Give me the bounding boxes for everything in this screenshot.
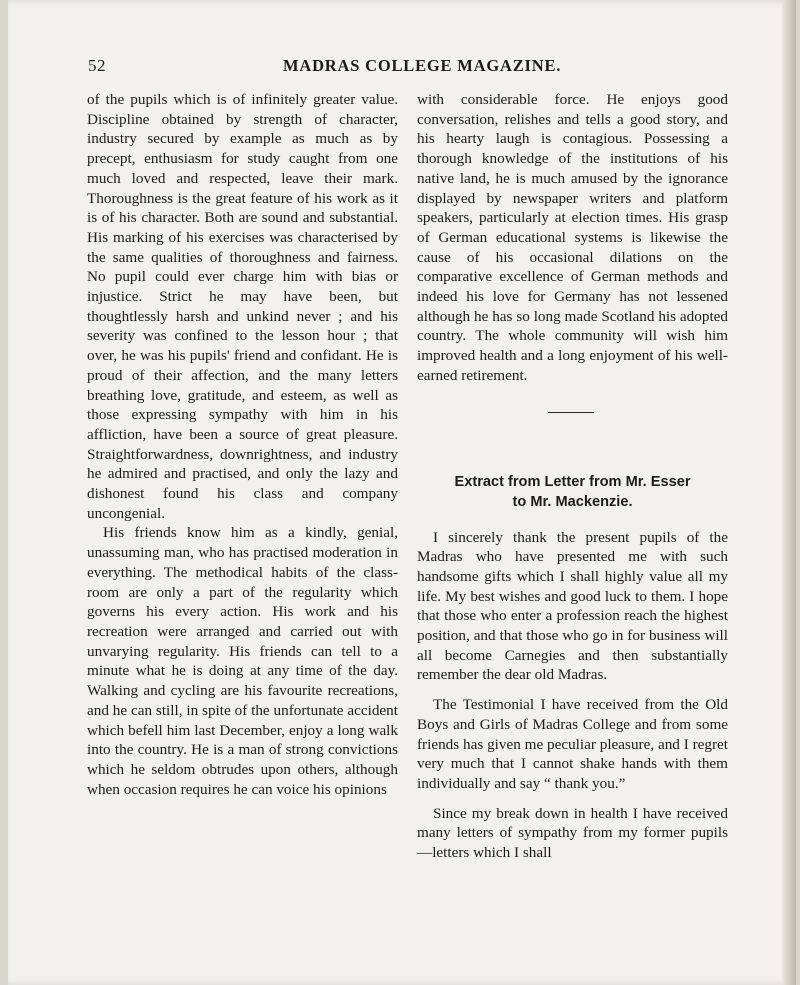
letter-paragraph-1: I sincerely thank the present pupils of the Madras who have presented me with such handsome gifts which I shall highly value all my life. My best wishes and good luck to them. I hope that those who enter a profession reach the highest position, and that those who go in for business will all become Carnegies and then substantially remember the dear old Madras. [417, 528, 728, 684]
section-title [417, 472, 728, 512]
left-paragraph-2: His friends know him as a kindly, genial, unassuming man, who has practised moderation in everything. The methodical habits of the class-room are only a part of the regularity which governs his every action. His work and his recreation were arranged and carried out with unvarying regularity. His friends can tell to a minute what he is doing at any time of the day. Walking and cycling are his favourite recreations, and he can still, in spite of the unfortunate accident which befell him last December, enjoy a long walk into the country. He is a man of strong convictions which he seldom obtrudes upon others, although when occasion requires he can voice his opinions [87, 524, 398, 798]
section-divider [417, 386, 728, 422]
running-title: MADRAS COLLEGE MAGAZINE. [283, 56, 562, 75]
right-paragraph-1: with considerable force. He enjoys good conversation, relishes and tells a good story, and his hearty laugh is contagious. Possessing a thorough knowledge of the institutions of his native land, he is much amused by the ignorance displayed by newspaper writers and platform speakers, particularly at election times. His grasp of German educational systems is likewise the cause of his occasional dilations on the comparative excellence of German methods and indeed his love for Germany has not lessened although he has so long made Scotland his adopted country. The whole community will wish him improved health and a long enjoyment of his well-earned retirement. [417, 91, 728, 384]
paragraph-gap [417, 685, 728, 695]
letter-paragraph-2: The Testimonial I have received from the Old Boys and Girls of Madras College and from some friends has given me peculiar pleasure, and I regret very much that I cannot shake hands with them individually and say “ thank you.” [417, 696, 728, 792]
section-title-line-1: Extract from Letter from Mr. Esser [454, 473, 691, 490]
right-column [417, 90, 728, 863]
page-number: 52 [88, 56, 106, 75]
page-binding-edge [782, 0, 796, 985]
divider-rule [548, 412, 594, 413]
paragraph-gap [417, 794, 728, 804]
section-title-line-2: to Mr. Mackenzie. [512, 493, 633, 510]
letter-paragraph-3: Since my break down in health I have received many letters of sympathy from my former pupils—letters which I shall [417, 804, 728, 862]
magazine-page [8, 0, 796, 985]
left-paragraph-1: of the pupils which is of infinitely greater value. Discipline obtained by strength of character, industry secured by example as much as by precept, enthusiasm for study caught from one much loved and respected, leave their mark. Thoroughness is the great feature of his work as it is of his character. Both are sound and substantial. His marking of his exercises was characterised by the same qualities of thoroughness and fairness. No pupil could ever charge him with bias or injustice. Strict he may have been, but thoughtlessly harsh and unkind never ; and his severity was confined to the lesson hour ; that over, he was his pupils' friend and confidant. He is proud of their affection, and the many letters breathing love, gratitude, and esteem, as well as those expressing sympathy with him in his affliction, have been a source of great pleasure. Straightforwardness, downrightness, and industry he admired and practised, and only the lazy and dishonest found his class and company uncongenial. [87, 91, 398, 522]
left-column [87, 90, 398, 799]
